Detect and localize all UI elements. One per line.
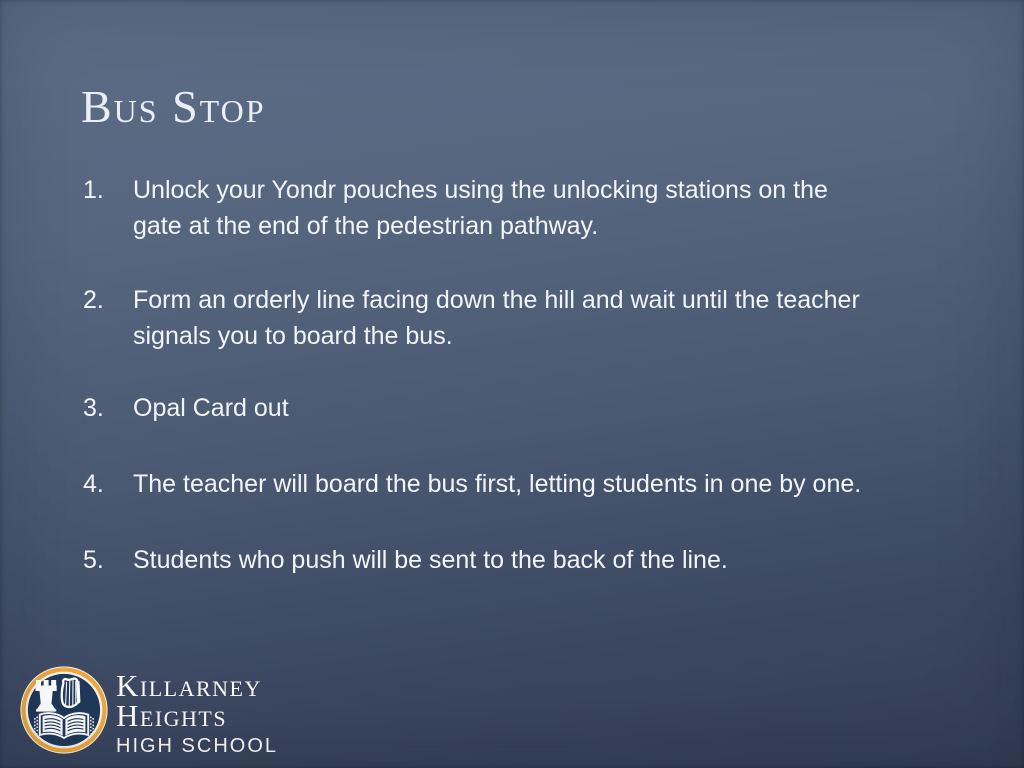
list-item-text — [133, 542, 728, 578]
list-item — [83, 542, 963, 578]
list-item-text — [133, 390, 289, 426]
list-item-line: Unlock your Yondr pouches using the unlocking stations on the — [133, 176, 828, 204]
list-item-text — [133, 172, 828, 244]
numbered-list — [83, 172, 963, 578]
list-item-text — [133, 466, 861, 502]
school-name-line1: Killarney — [116, 668, 262, 703]
list-item — [83, 390, 963, 426]
list-item-number: 1. — [83, 176, 104, 204]
school-name — [116, 666, 278, 757]
page-title: Bus Stop — [81, 81, 266, 132]
list-item-line: signals you to board the bus. — [133, 322, 453, 350]
list-item-number: 2. — [83, 286, 104, 314]
list-item — [83, 282, 963, 354]
school-name-line2: Heights — [116, 698, 228, 733]
list-item-line: Students who push will be sent to the back of the line. — [133, 546, 728, 574]
school-emblem-icon — [20, 666, 108, 754]
list-item — [83, 466, 963, 502]
list-item-number: 5. — [83, 546, 104, 574]
school-logo — [20, 666, 278, 757]
school-name-line3: HIGH SCHOOL — [116, 735, 279, 757]
list-item-line: The teacher will board the bus first, letting students in one by one. — [133, 470, 862, 498]
list-item-line: gate at the end of the pedestrian pathway. — [133, 212, 599, 240]
list-item-number: 3. — [83, 394, 104, 422]
list-item-line: Form an orderly line facing down the hill and wait until the teacher — [133, 286, 860, 314]
list-item-number: 4. — [83, 470, 104, 498]
list-item-text — [133, 282, 860, 354]
list-item — [83, 172, 963, 244]
list-item-line: Opal Card out — [133, 394, 289, 422]
